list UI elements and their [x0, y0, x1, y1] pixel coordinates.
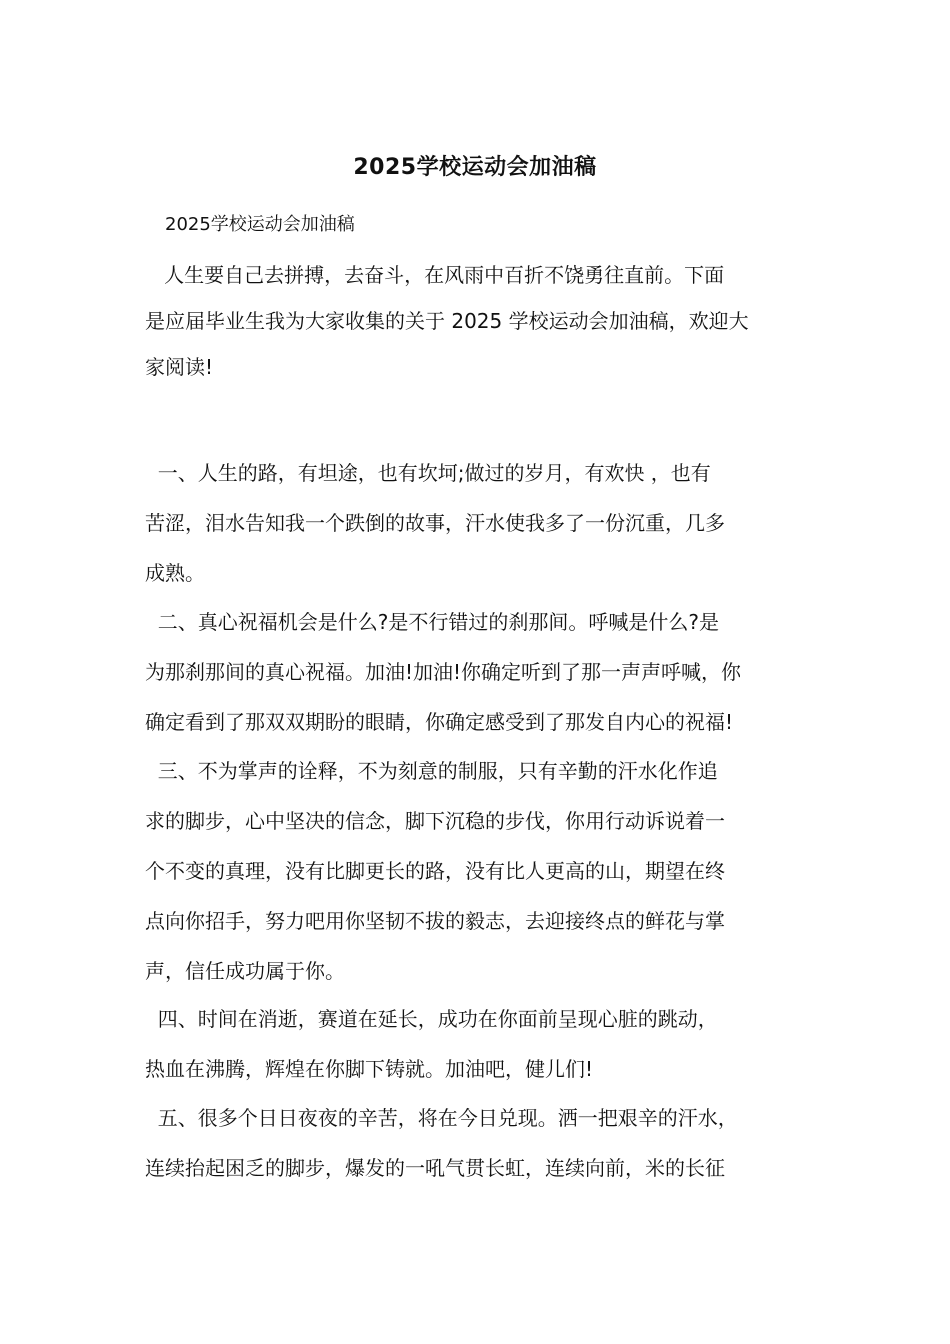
- paragraph-line: 成熟。: [145, 561, 205, 585]
- paragraph-line: 五、很多个日日夜夜的辛苦，将在今日兑现。洒一把艰辛的汗水，: [145, 1106, 738, 1130]
- paragraph-2: [145, 597, 810, 747]
- intro-paragraph: [145, 252, 810, 390]
- paragraph-line: 声，信任成功属于你。: [145, 959, 345, 983]
- paragraph-line: 个不变的真理，没有比脚更长的路，没有比人更高的山，期望在终: [145, 859, 725, 883]
- paragraph-line: 二、真心祝福机会是什么?是不行错过的刹那间。呼喊是什么?是: [145, 610, 719, 634]
- paragraph-line: 点向你招手，努力吧用你坚韧不拔的毅志，去迎接终点的鲜花与掌: [145, 909, 725, 933]
- intro-line: 是应届毕业生我为大家收集的关于 2025 学校运动会加油稿，欢迎大: [145, 309, 749, 333]
- document-title: 2025学校运动会加油稿: [353, 155, 597, 180]
- paragraph-line: 四、时间在消逝，赛道在延长，成功在你面前呈现心脏的跳动，: [145, 1007, 718, 1031]
- paragraph-line: 确定看到了那双双期盼的眼睛，你确定感受到了那发自内心的祝福!: [145, 710, 734, 734]
- intro-line: 人生要自己去拼搏，去奋斗，在风雨中百折不饶勇往直前。下面: [145, 263, 725, 287]
- paragraph-5: [145, 1093, 810, 1193]
- paragraph-line: 苦涩，泪水告知我一个跌倒的故事，汗水使我多了一份沉重，几多: [145, 511, 725, 535]
- paragraph-1: [145, 448, 810, 598]
- paragraph-line: 为那刹那间的真心祝福。加油!加油!你确定听到了那一声声呼喊，你: [145, 660, 742, 684]
- paragraph-4: [145, 994, 810, 1094]
- paragraph-line: 连续抬起困乏的脚步，爆发的一吼气贯长虹，连续向前，米的长征: [145, 1156, 725, 1180]
- paragraph-line: 求的脚步，心中坚决的信念，脚下沉稳的步伐，你用行动诉说着一: [145, 809, 725, 833]
- paragraph-line: 三、不为掌声的诠释，不为刻意的制服，只有辛勤的汗水化作追: [145, 759, 718, 783]
- paragraph-line: 一、人生的路，有坦途，也有坎坷;做过的岁月，有欢快 ，也有: [145, 461, 711, 485]
- paragraph-line: 热血在沸腾，辉煌在你脚下铸就。加油吧，健儿们!: [145, 1057, 594, 1081]
- intro-line: 家阅读!: [145, 355, 214, 379]
- paragraph-3: [145, 746, 810, 996]
- document-subtitle: 2025学校运动会加油稿: [165, 214, 355, 235]
